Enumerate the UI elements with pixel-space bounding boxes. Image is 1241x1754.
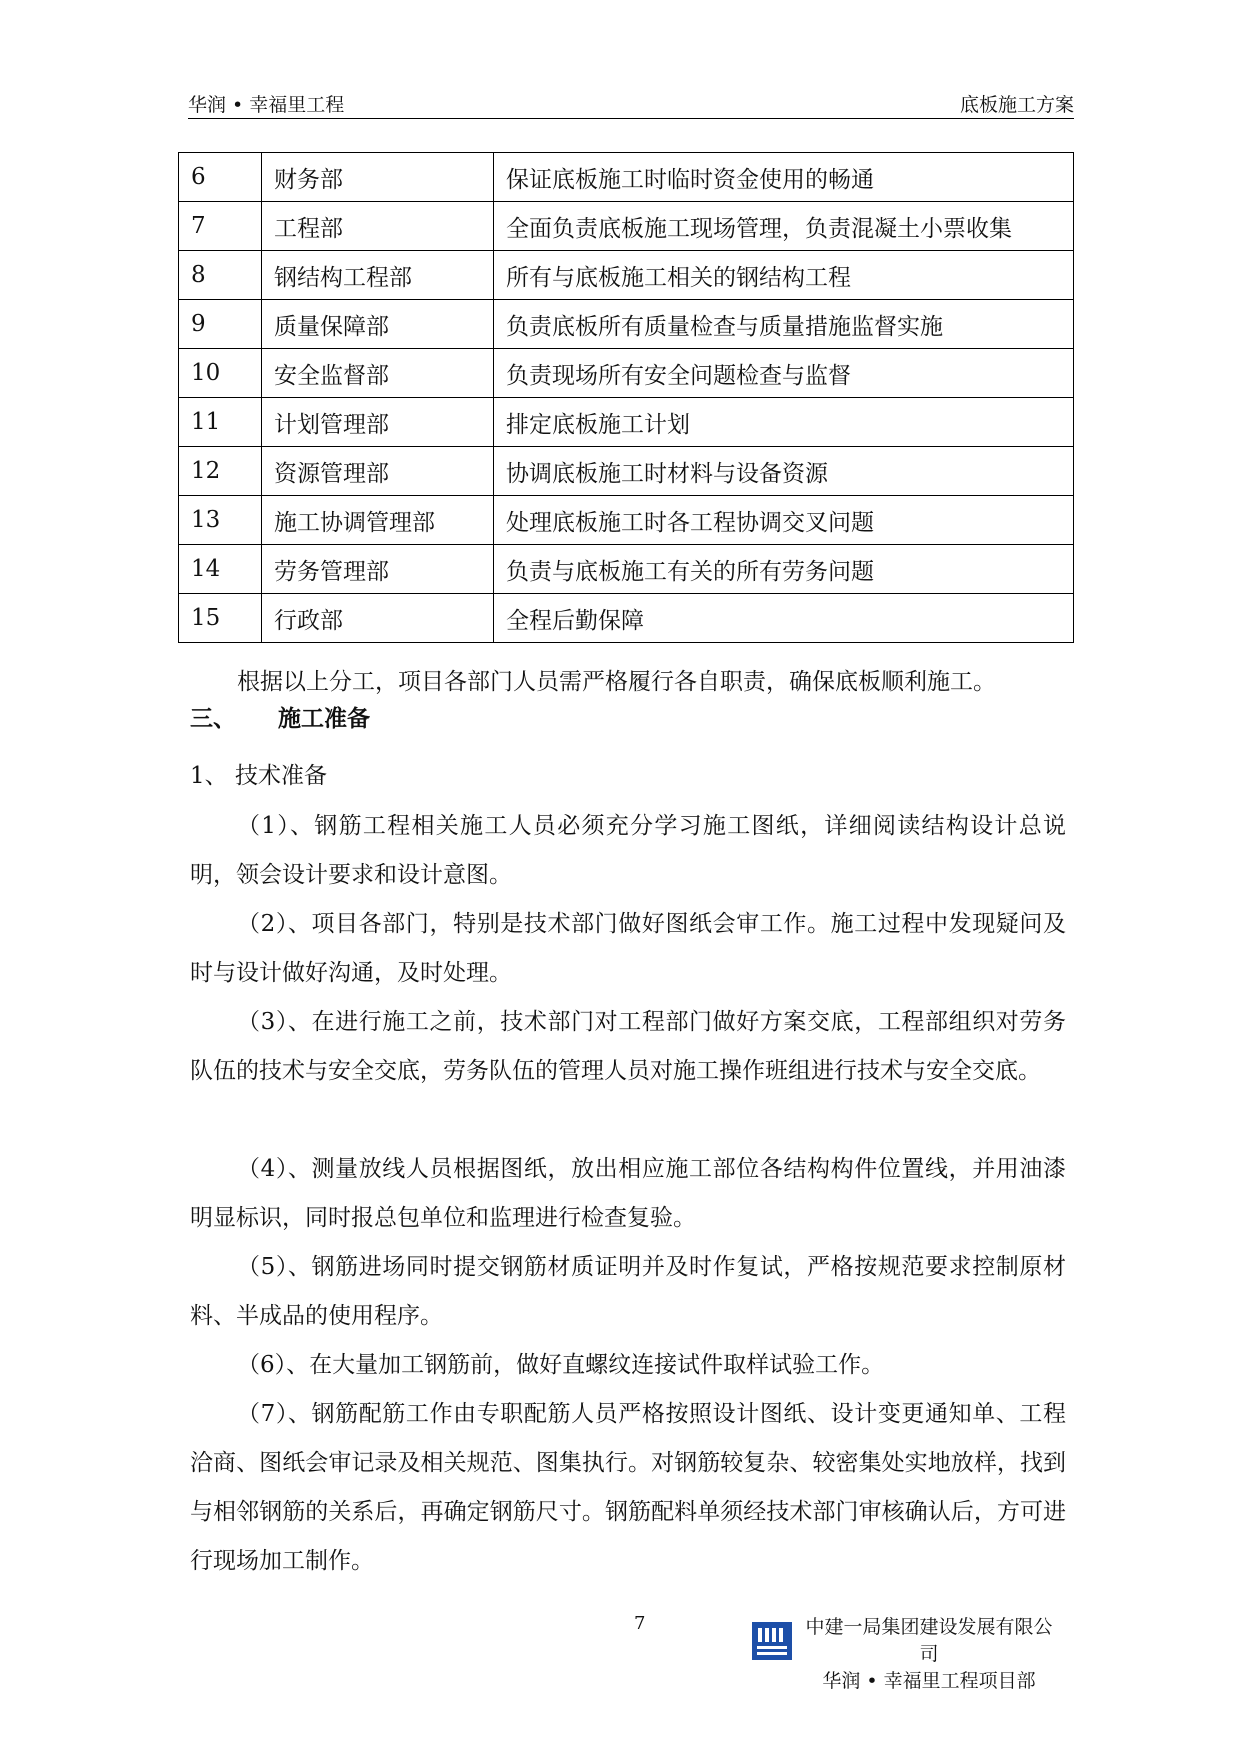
company-logo-icon xyxy=(752,1622,792,1660)
department-name: 施工协调管理部 xyxy=(262,496,494,545)
summary-text: 根据以上分工，项目各部门人员需严格履行各自职责，确保底板顺利施工。 xyxy=(237,669,996,695)
header-project-name: 华润 • 幸福里工程 xyxy=(188,94,345,116)
page-number: 7 xyxy=(634,1613,646,1634)
department-duty: 协调底板施工时材料与设备资源 xyxy=(494,447,1074,496)
row-number: 10 xyxy=(179,349,262,398)
department-duty: 处理底板施工时各工程协调交叉问题 xyxy=(494,496,1074,545)
section-number: 三、 xyxy=(190,705,236,732)
page-header xyxy=(188,86,1074,119)
department-duty: 负责底板所有质量检查与质量措施监督实施 xyxy=(494,300,1074,349)
department-name: 行政部 xyxy=(262,594,494,643)
paragraph-5: （5）、钢筋进场同时提交钢筋材质证明并及时作复试，严格按规范要求控制原材料、半成品的使用程序。 xyxy=(190,1254,1066,1329)
table-row xyxy=(179,594,1074,643)
department-duty: 负责现场所有安全问题检查与监督 xyxy=(494,349,1074,398)
department-duty-table xyxy=(178,152,1074,643)
table-row xyxy=(179,496,1074,545)
row-number: 6 xyxy=(179,153,262,202)
department-name: 质量保障部 xyxy=(262,300,494,349)
department-duty: 全程后勤保障 xyxy=(494,594,1074,643)
table-row xyxy=(179,545,1074,594)
table-row xyxy=(179,398,1074,447)
department-duty: 排定底板施工计划 xyxy=(494,398,1074,447)
department-duty: 负责与底板施工有关的所有劳务问题 xyxy=(494,545,1074,594)
department-name: 安全监督部 xyxy=(262,349,494,398)
table-row xyxy=(179,153,1074,202)
department-name: 资源管理部 xyxy=(262,447,494,496)
table-row xyxy=(179,300,1074,349)
table-row xyxy=(179,447,1074,496)
row-number: 8 xyxy=(179,251,262,300)
row-number: 11 xyxy=(179,398,262,447)
subsection-heading: 1、 技术准备 xyxy=(190,763,327,789)
paragraph-1: （1）、钢筋工程相关施工人员必须充分学习施工图纸，详细阅读结构设计总说明，领会设计要求和设计意图。 xyxy=(190,813,1066,888)
department-name: 钢结构工程部 xyxy=(262,251,494,300)
project-department: 华润 • 幸福里工程项目部 xyxy=(822,1670,1036,1692)
paragraph-4: （4）、测量放线人员根据图纸，放出相应施工部位各结构构件位置线，并用油漆明显标识，同时报总包单位和监理进行检查复验。 xyxy=(190,1156,1066,1231)
department-duty: 全面负责底板施工现场管理，负责混凝土小票收集 xyxy=(494,202,1074,251)
department-name: 劳务管理部 xyxy=(262,545,494,594)
department-name: 财务部 xyxy=(262,153,494,202)
department-name: 工程部 xyxy=(262,202,494,251)
header-document-title: 底板施工方案 xyxy=(959,94,1074,116)
paragraph-6: （6）、在大量加工钢筋前，做好直螺纹连接试件取样试验工作。 xyxy=(237,1352,885,1378)
department-duty: 所有与底板施工相关的钢结构工程 xyxy=(494,251,1074,300)
table-row xyxy=(179,251,1074,300)
row-number: 14 xyxy=(179,545,262,594)
department-duty: 保证底板施工时临时资金使用的畅通 xyxy=(494,153,1074,202)
section-heading xyxy=(190,700,370,733)
row-number: 9 xyxy=(179,300,262,349)
company-info xyxy=(798,1614,1060,1695)
paragraph-7: （7）、钢筋配筋工作由专职配筋人员严格按照设计图纸、设计变更通知单、工程洽商、图纸会审记录及相关规范、图集执行。对钢筋较复杂、较密集处实地放样，找到与相邻钢筋的关系后，再确定钢筋尺寸。钢筋配料单须经技术部门审核确认后，方可进行现场加工制作。 xyxy=(190,1401,1066,1574)
row-number: 12 xyxy=(179,447,262,496)
row-number: 13 xyxy=(179,496,262,545)
table-row xyxy=(179,349,1074,398)
row-number: 7 xyxy=(179,202,262,251)
paragraph-3: （3）、在进行施工之前，技术部门对工程部门做好方案交底，工程部组织对劳务队伍的技术与安全交底，劳务队伍的管理人员对施工操作班组进行技术与安全交底。 xyxy=(190,1009,1066,1084)
company-name: 中建一局集团建设发展有限公司 xyxy=(805,1616,1053,1665)
row-number: 15 xyxy=(179,594,262,643)
paragraph-2: （2）、项目各部门，特别是技术部门做好图纸会审工作。施工过程中发现疑问及时与设计做好沟通，及时处理。 xyxy=(190,911,1066,986)
section-title: 施工准备 xyxy=(278,705,370,732)
department-name: 计划管理部 xyxy=(262,398,494,447)
table-row xyxy=(179,202,1074,251)
